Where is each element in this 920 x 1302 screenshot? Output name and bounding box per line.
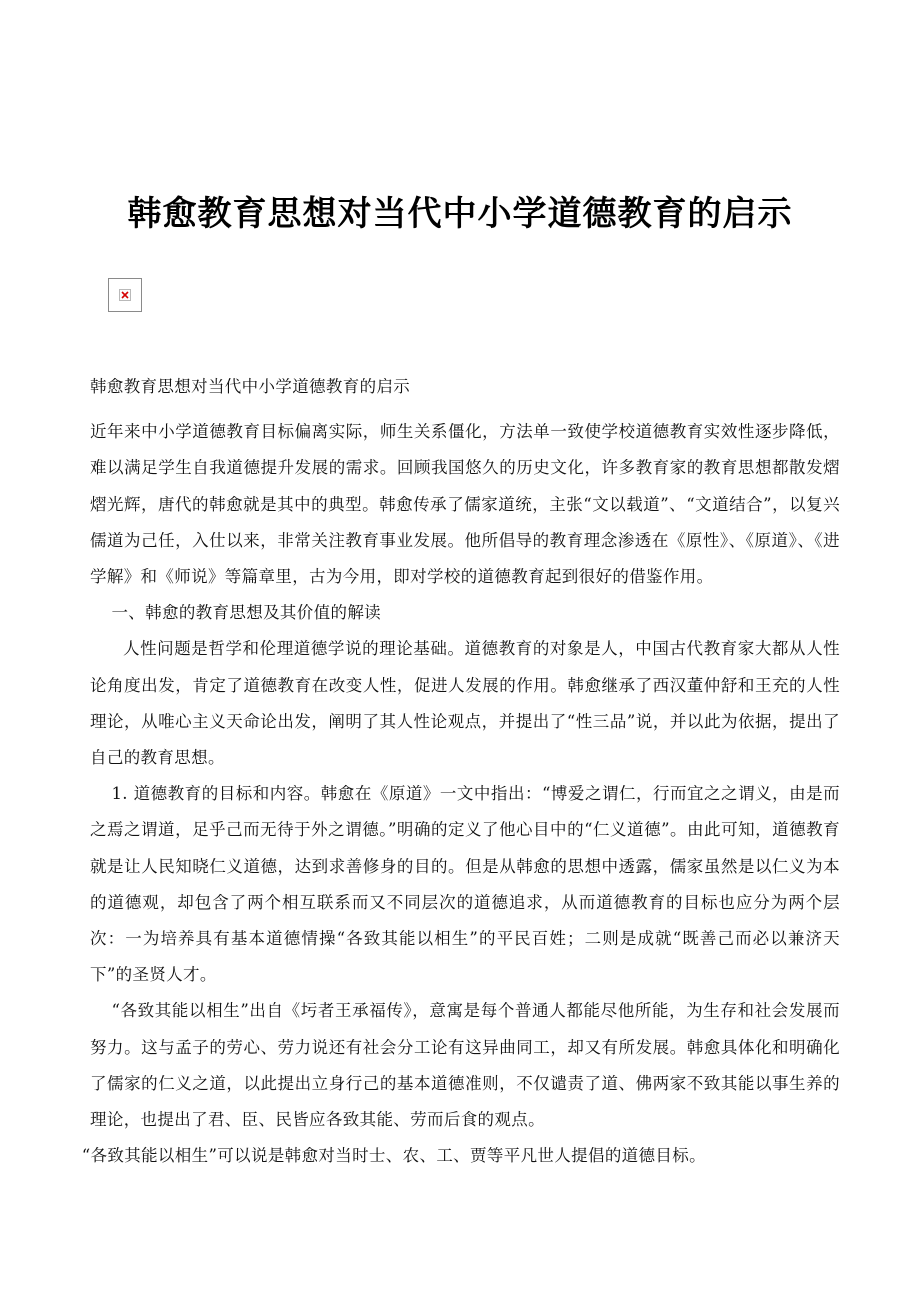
paragraph-each-ability: “各致其能以相生”出自《圬者王承福传》，意寓是每个普通人都能尽他所能，为生存和社会发展而努力。这与孟子的劳心、劳力说还有社会分工论有这异曲同工，却又有所发展。韩愈具体化和明确化了儒家的仁义之道，以此提出立身行己的基本道德准则，不仅谴责了道、佛两家不致其能以事生养的理论，也提出了君、臣、民皆应各致其能、劳而后食的观点。 — [90, 1001, 840, 1130]
intro-paragraph: 近年来中小学道德教育目标偏离实际，师生关系僵化，方法单一致使学校道德教育实效性逐步降低，难以满足学生自我道德提升发展的需求。回顾我国悠久的历史文化，许多教育家的教育思想都散发熠熠光辉，唐代的韩愈就是其中的典型。韩愈传承了儒家道统，主张“文以载道”、“文道结合”，以复兴儒道为己任，入仕以来，非常关注教育事业发展。他所倡导的教育理念渗透在《原性》、《原道》、《进学解》和《师说》等篇章里，古为今用，即对学校的道德教育起到很好的借鉴作用。 — [90, 422, 840, 587]
broken-image-icon — [108, 278, 142, 312]
document-title: 韩愈教育思想对当代中小学道德教育的启示 — [127, 194, 793, 234]
paragraph-human-nature: 人性问题是哲学和伦理道德学说的理论基础。道德教育的对象是人，中国古代教育家大都从人性论角度出发，肯定了道德教育在改变人性，促进人发展的作用。韩愈继承了西汉董仲舒和王充的人性理论，从唯心主义天命论出发，阐明了其人性论观点，并提出了“性三品”说，并以此为依据，提出了自己的教育思想。 — [90, 639, 840, 768]
document-subtitle: 韩愈教育思想对当代中小学道德教育的启示 — [90, 377, 411, 396]
red-x-icon — [121, 291, 129, 299]
document-body — [81, 369, 840, 1174]
section-heading: 一、韩愈的教育思想及其价值的解读 — [111, 603, 382, 623]
paragraph-moral-target: “各致其能以相生”可以说是韩愈对当时士、农、工、贾等平凡世人提倡的道德目标。 — [81, 1146, 706, 1166]
paragraph-goals-content: 1. 道德教育的目标和内容。韩愈在《原道》一文中指出：“博爱之谓仁，行而宜之之谓义，由是而之焉之谓道，足乎己而无待于外之谓德。”明确的定义了他心目中的“仁义道德”。由此可知，道德教育就是让人民知晓仁义道德，达到求善修身的目的。但是从韩愈的思想中透露，儒家虽然是以仁义为本的道德观，却包含了两个相互联系而又不同层次的道德追求，从而道德教育的目标也应分为两个层次：一为培养具有基本道德情操“各致其能以相生”的平民百姓；二则是成就“既善己而必以兼济天下”的圣贤人才。 — [90, 784, 840, 985]
broken-image-frame — [119, 289, 131, 301]
